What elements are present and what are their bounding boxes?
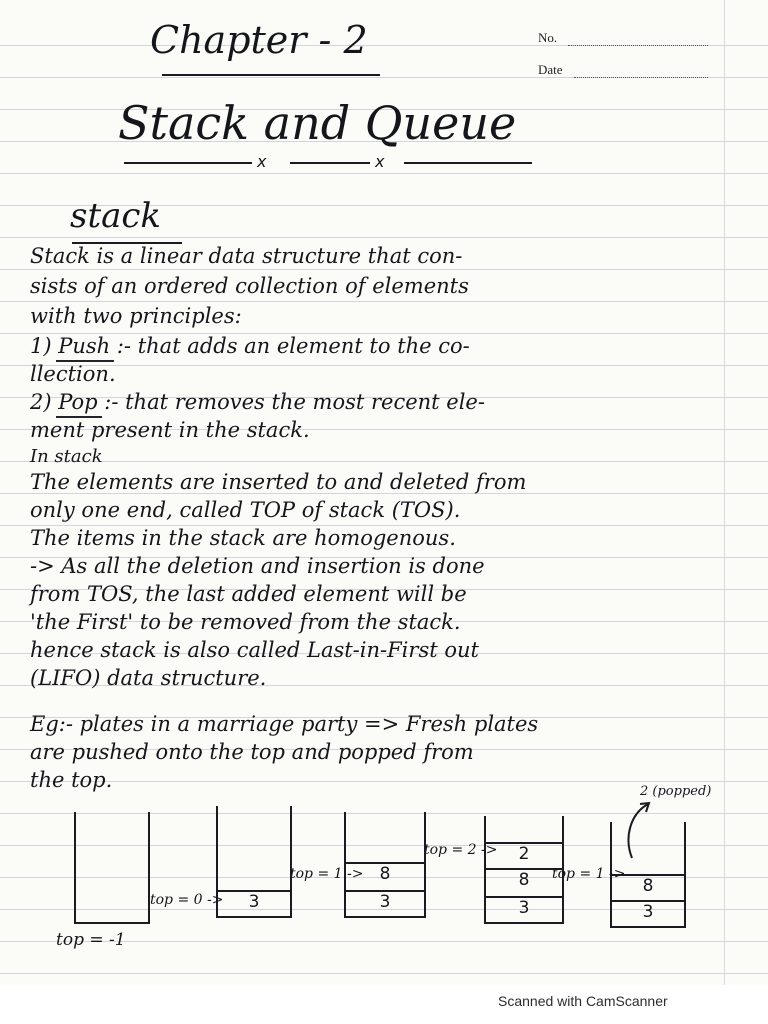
note-line: -> As all the deletion and insertion is done	[30, 554, 485, 578]
note-line: 1) Push :- that adds an element to the co-	[30, 334, 470, 358]
note-line: Eg:- plates in a marriage party => Fresh plates	[30, 712, 539, 736]
note-line: 2) Pop :- that removes the most recent ele-	[30, 390, 485, 414]
top-pointer-label: top = 1 ->	[290, 866, 364, 882]
stack-item: 2	[486, 842, 562, 870]
note-line: with two principles:	[30, 304, 242, 328]
note-line: hence stack is also called Last-in-First out	[30, 638, 479, 662]
page-margin-line	[724, 0, 725, 985]
title-separator-mark: x	[375, 152, 385, 171]
stack-container	[74, 812, 150, 924]
section-heading: stack	[70, 196, 162, 236]
note-line: llection.	[30, 362, 116, 386]
stack-item: 8	[486, 868, 562, 898]
stack-item: 8	[612, 874, 684, 902]
title-separator-mark: x	[257, 152, 267, 171]
stack-item: 3	[486, 896, 562, 924]
top-pointer-label: top = 1 ->	[552, 866, 626, 882]
title-rule-middle	[290, 162, 370, 164]
top-pointer-label: top = 0 ->	[150, 892, 224, 908]
stack-item: 8	[346, 862, 424, 892]
scanner-watermark: Scanned with CamScanner	[498, 993, 668, 1009]
note-line: from TOS, the last added element will be	[30, 582, 467, 606]
date-field-line	[574, 77, 708, 78]
stack-container	[216, 806, 292, 918]
top-pointer-label: top = -1	[56, 930, 126, 950]
title-rule-left	[124, 162, 252, 164]
stack-item: 3	[612, 900, 684, 928]
note-line: The items in the stack are homogenous.	[30, 526, 456, 550]
note-line: only one end, called TOP of stack (TOS).	[30, 498, 461, 522]
note-line: ment present in the stack.	[30, 418, 310, 442]
page-title: Stack and Queue	[118, 96, 517, 150]
note-line: The elements are inserted to and deleted from	[30, 470, 527, 494]
stack-container	[344, 812, 426, 918]
chapter-heading: Chapter - 2	[150, 18, 368, 62]
note-line: sists of an ordered collection of elements	[30, 274, 469, 298]
date-label: Date	[538, 62, 563, 77]
note-line: Stack is a linear data structure that con-	[30, 244, 463, 268]
chapter-underline	[162, 74, 380, 76]
note-line: the top.	[30, 768, 113, 792]
popped-label: 2 (popped)	[640, 784, 712, 799]
stack-item: 3	[346, 890, 424, 918]
note-line: 'the First' to be removed from the stack.	[30, 610, 461, 634]
stack-item: 3	[218, 890, 290, 918]
no-field-line	[568, 45, 708, 46]
no-label: No.	[538, 30, 558, 45]
title-rule-right	[404, 162, 532, 164]
pop-arrow-icon	[618, 798, 658, 862]
note-line: (LIFO) data structure.	[30, 666, 267, 690]
top-pointer-label: top = 2 ->	[424, 842, 498, 858]
note-line: In stack	[30, 446, 103, 467]
note-line: are pushed onto the top and popped from	[30, 740, 474, 764]
